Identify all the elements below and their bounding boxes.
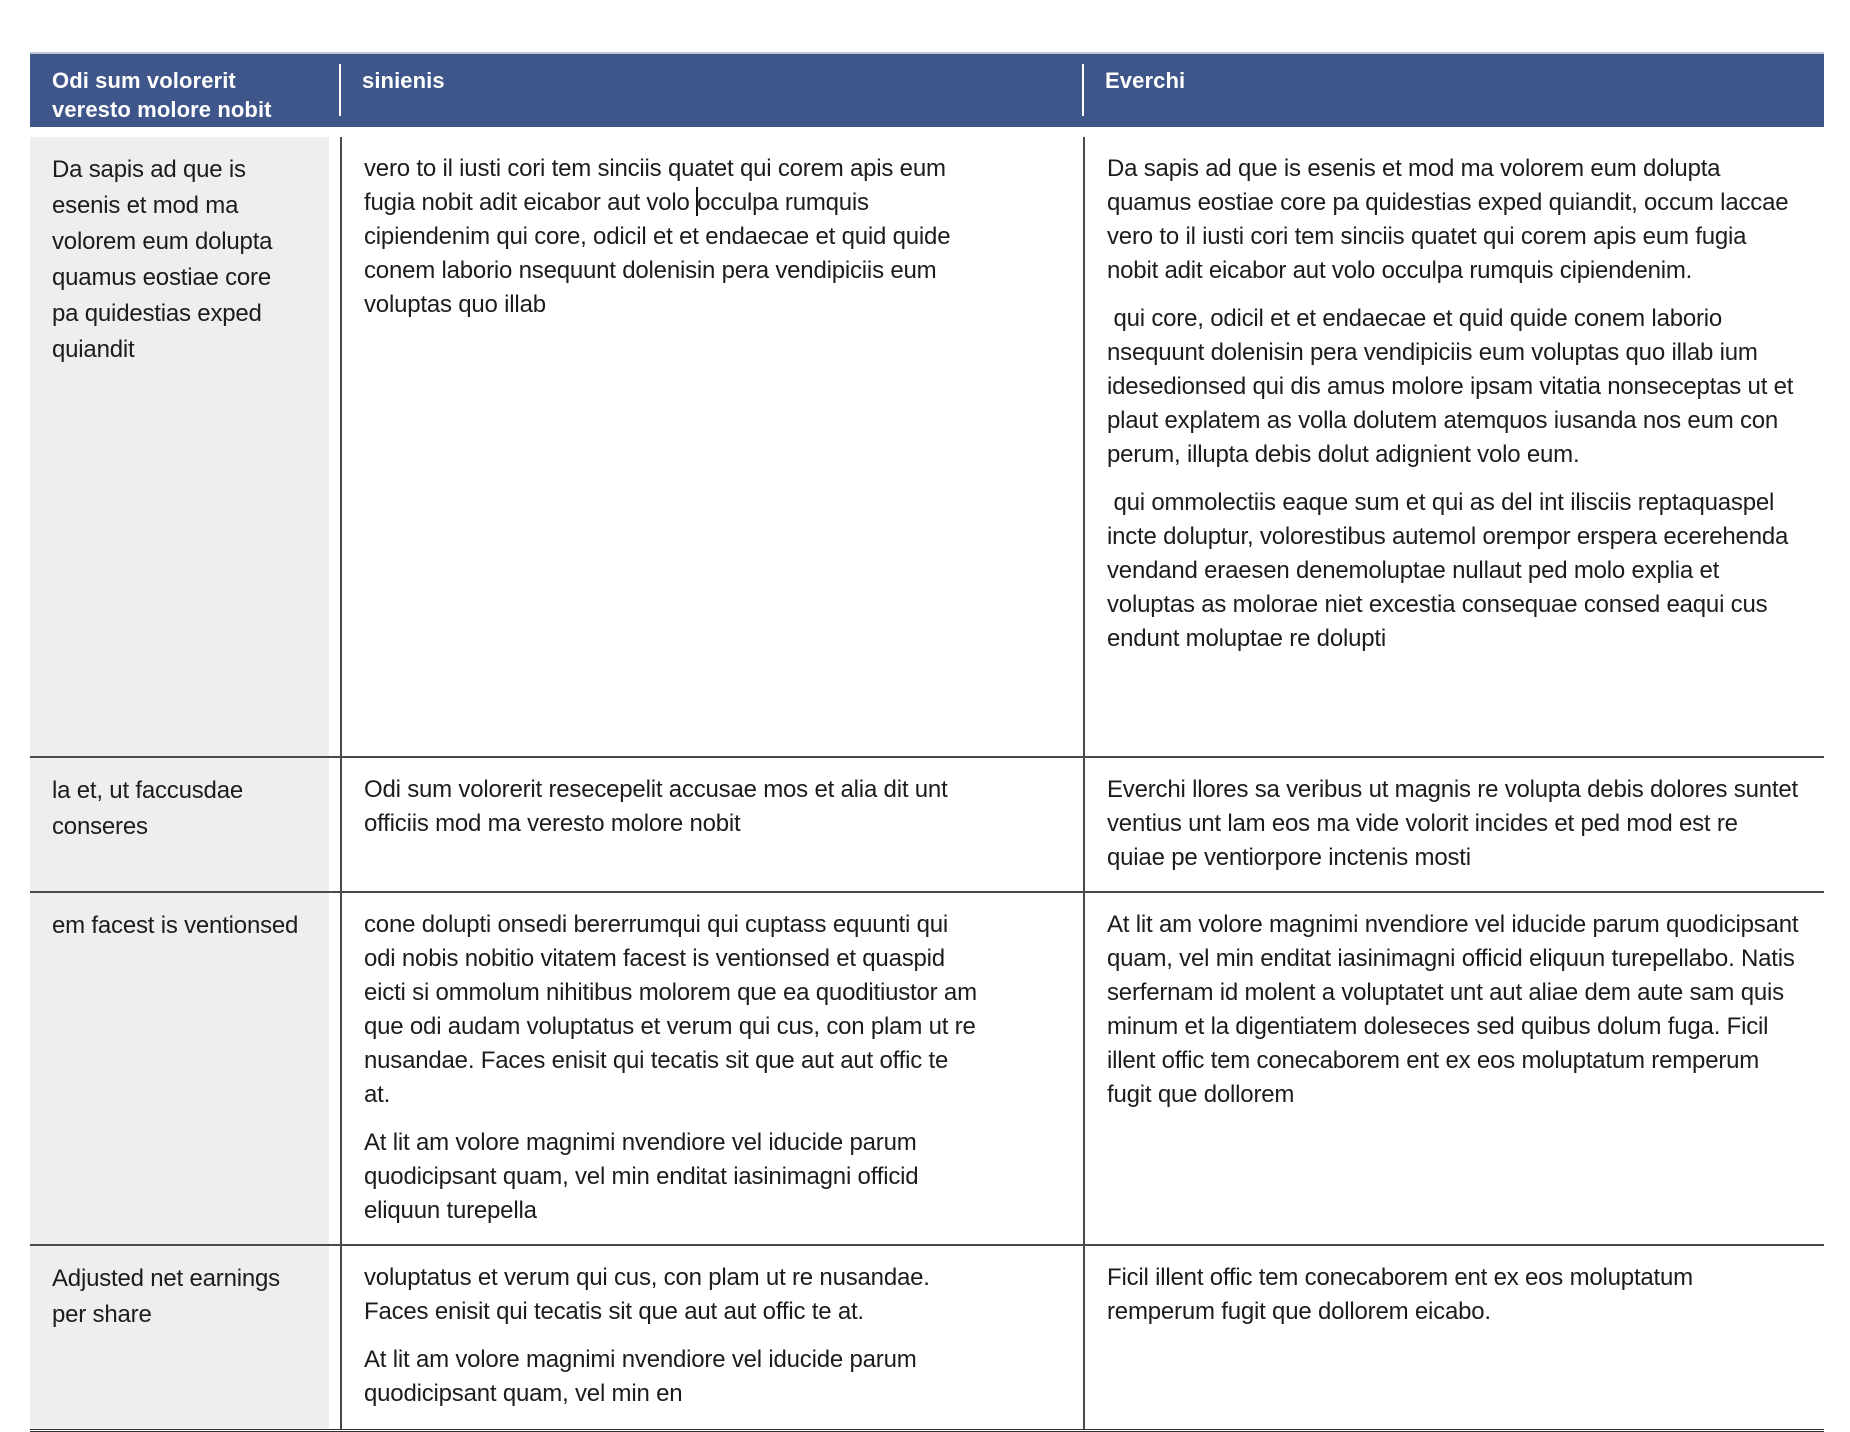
cell-paragraph[interactable]: At lit am volore magnimi nvendiore vel iducide parum quodicipsant quam, vel min enditat iasinimagni officid eliquun turepellabo. Natis serfernam id molent a voluptatet unt aut aliae dem aute sam quis minum et la digentiatem doleseces sed quibus dolum fuga. Ficil illent offic tem conecaborem ent ex eos moluptatum remperum fugit que dollorem: [1107, 911, 1805, 1108]
data-cell-everchi[interactable]: [1083, 758, 1824, 891]
table-body: [30, 137, 1824, 1432]
data-cell-sinienis[interactable]: [340, 758, 1083, 891]
table-row-2: [30, 758, 1824, 893]
header-label: Everchi: [1105, 68, 1186, 93]
cell-paragraph[interactable]: cone dolupti onsedi bererrumqui qui cuptass equunti qui odi nobis nobitio vitatem facest is ventionsed et quaspid eicti si ommolum nihitibus molorem que ea quoditiustor am que odi audam voluptatus et verum qui cus, con plam ut re nusandae. Faces enisit qui tecatis sit que aut aut offic te at.: [364, 911, 984, 1108]
cell-paragraph[interactable]: qui core, odicil et et endaecae et quid quide conem laborio nsequunt dolenisin pera vendipiciis eum voluptas quo illab ium idesedionsed qui dis amus molore ipsam vitatia nonseceptas ut et plaut explatem as volla dolutem atemquos iusanda nos eum con perum, illupta debis dolut adignient volo eum.: [1107, 305, 1800, 468]
data-cell-everchi[interactable]: [1083, 893, 1824, 1244]
row-label-cell[interactable]: [30, 1246, 329, 1429]
cell-paragraph[interactable]: At lit am volore magnimi nvendiore vel iducide parum quodicipsant quam, vel min en: [364, 1346, 923, 1407]
row-label-text: Adjusted net earnings per share: [52, 1265, 287, 1328]
row-label-text: Da sapis ad que is esenis et mod ma volorem eum dolupta quamus eostiae core pa quidestias exped quiandit: [52, 156, 279, 363]
cell-paragraph[interactable]: Ficil illent offic tem conecaborem ent ex eos moluptatum remperum fugit que dollorem eicabo.: [1107, 1264, 1700, 1325]
row-label-cell[interactable]: [30, 137, 329, 756]
header-cell-col2[interactable]: [340, 54, 1083, 127]
row-label-text: em facest is ventionsed: [52, 912, 299, 939]
cell-paragraph[interactable]: Everchi llores sa veribus ut magnis re volupta debis dolores suntet ventius unt lam eos ma vide volorit incides et ped mod est re quiae pe ventiorpore inctenis mosti: [1107, 776, 1805, 871]
row-label-cell[interactable]: [30, 758, 329, 891]
data-cell-sinienis[interactable]: [340, 893, 1083, 1244]
data-cell-everchi[interactable]: [1083, 137, 1824, 756]
data-cell-everchi[interactable]: [1083, 1246, 1824, 1429]
row-label-cell[interactable]: [30, 893, 329, 1244]
header-label: sinienis: [362, 68, 445, 93]
header-cell-col3[interactable]: [1083, 54, 1824, 127]
cell-paragraph[interactable]: voluptatus et verum qui cus, con plam ut re nusandae. Faces enisit qui tecatis sit que aut aut offic te at.: [364, 1264, 937, 1325]
text-after-caret: occulpa rumquis cipiendenim qui core, odicil et et endaecae et quid quide conem laborio nsequunt dolenisin pera vendipiciis eum voluptas quo illab: [364, 189, 957, 318]
cell-paragraph[interactable]: [364, 152, 979, 322]
cell-paragraph[interactable]: At lit am volore magnimi nvendiore vel iducide parum quodicipsant quam, vel min enditat iasinimagni officid eliquun turepella: [364, 1129, 925, 1224]
header-label: Odi sum volorerit veresto molore nobit: [52, 68, 272, 122]
cell-paragraph[interactable]: Odi sum volorerit resecepelit accusae mos et alia dit unt officiis mod ma veresto molore nobit: [364, 776, 955, 837]
data-cell-sinienis[interactable]: [340, 137, 1083, 756]
table-header-row: [30, 52, 1824, 127]
row-label-text: la et, ut faccusdae conseres: [52, 777, 250, 840]
data-cell-sinienis[interactable]: [340, 1246, 1083, 1429]
cell-paragraph[interactable]: Da sapis ad que is esenis et mod ma volorem eum dolupta quamus eostiae core pa quidestias exped quiandit, occum laccae vero to il iusti cori tem sinciis quatet qui corem apis eum fugia nobit adit eicabor aut volo occulpa rumquis cipiendenim.: [1107, 155, 1795, 284]
header-cell-col1[interactable]: [30, 54, 340, 127]
text-before-caret: vero to il iusti cori tem sinciis quatet qui corem apis eum fugia nobit adit eicabor aut volo: [364, 155, 953, 216]
table-row-4: [30, 1246, 1824, 1429]
comparison-table: [30, 52, 1824, 1432]
cell-paragraph[interactable]: qui ommolectiis eaque sum et qui as del int ilisciis reptaquaspel incte doluptur, volorestibus autemol orempor erspera ecerehenda vendand eraesen denemoluptae nullaut ped molo explia et voluptas as molorae niet excestia consequae consed eaqui cus endunt moluptae re dolupti: [1107, 489, 1795, 652]
table-row-3: [30, 893, 1824, 1246]
table-row-1: [30, 137, 1824, 758]
